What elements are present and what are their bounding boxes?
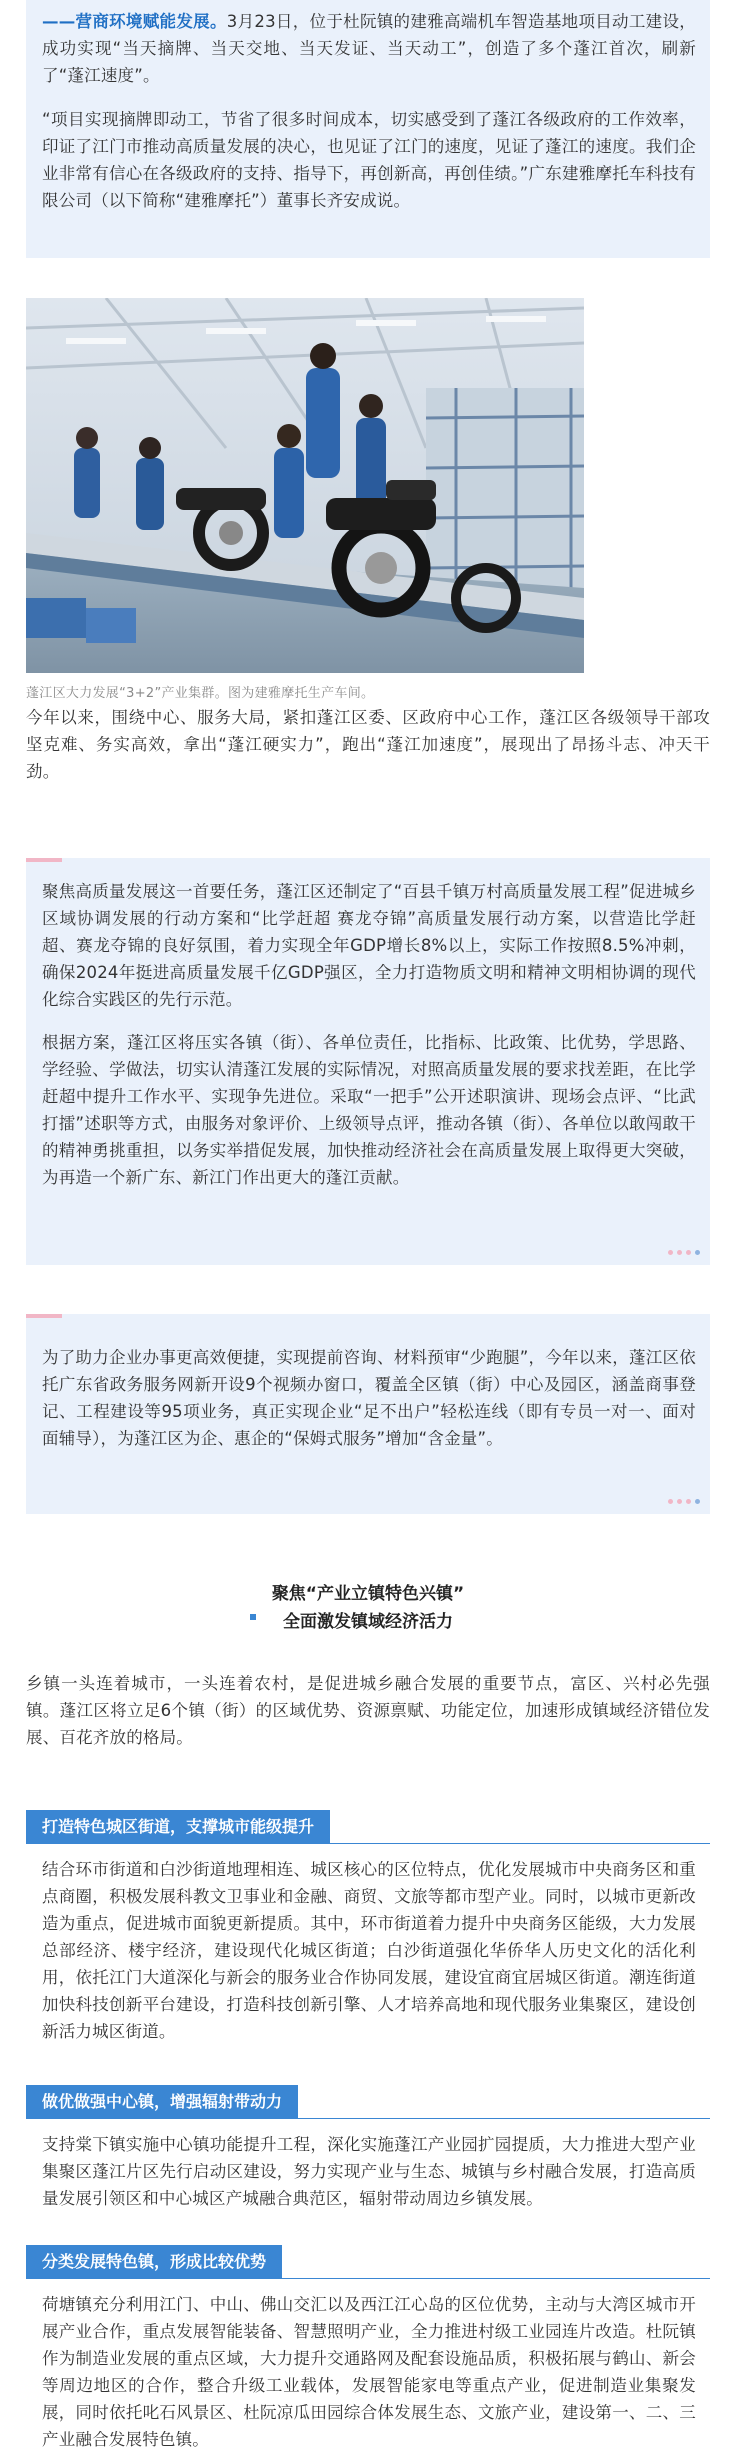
intro-box [26, 0, 710, 258]
intro-paragraph-2: “项目实现摘牌即动工，节省了很多时间成本，切实感受到了蓬江各级政府的工作效率，印证了江门市推动高质量发展的决心，也见证了江门的速度，见证了蓬江的速度。我们企业非常有信心在各级政府的支持、指导下，再创新高，再创佳绩。”广东建雅摩托车科技有限公司（以下简称“建雅摩托”）董事长齐安成说。 [42, 110, 696, 210]
section-heading-line-1: 聚焦“产业立镇特色兴镇” [271, 1584, 465, 1604]
subsection-1-body [26, 1846, 710, 2057]
pink-accent-bar [26, 1314, 62, 1318]
service-paragraph: 为了助力企业办事更高效便捷，实现提前咨询、材料预审“少跑腿”，今年以来，蓬江区依托广东省政务服务网新开设9个视频办窗口，覆盖全区镇（街）中心及园区，涵盖商事登记、工程建设等95项业务，真正实现企业“足不出户”轻松连线（即有专员一对一、面对面辅导），为蓬江区为企、惠企的“保姆式服务”增加“含金量”。 [42, 1348, 696, 1448]
subsection-3-header [26, 2245, 710, 2279]
heading-marker-square [250, 1614, 256, 1620]
lead-text: 3月23日，位于杜阮镇的建雅高端机车智造基地项目动工建设，成功实现“当天摘牌、当天交地、当天发证、当天动工”，创造了多个蓬江首次，刷新了“蓬江速度”。 [42, 12, 696, 85]
plan-paragraph-1: 聚焦高质量发展这一首要任务，蓬江区还制定了“百县千镇万村高质量发展工程”促进城乡区域协调发展的行动方案和“比学赶超 赛龙夺锦”高质量发展行动方案，以营造比学赶超、赛龙夺锦的良好氛围，着力实现全年GDP增长8%以上，实际工作按照8.5%冲刺，确保2024年挺进高质量发展千亿GDP强区，全力打造物质文明和精神文明相协调的现代化综合实践区的先行示范。 [42, 882, 696, 1009]
subsection-1-title: 打造特色城区街道，支撑城市能级提升 [26, 1810, 330, 1844]
pink-accent-bar [26, 858, 62, 862]
subsection-1-header [26, 1810, 710, 1844]
subsection-1-text: 结合环市街道和白沙街道地理相连、城区核心的区位特点，优化发展城市中央商务区和重点商圈，积极发展科教文卫事业和金融、商贸、文旅等都市型产业。同时，以城市更新改造为重点，促进城市面貌更新提质。其中，环市街道着力提升中央商务区能级，大力发展总部经济、楼宇经济，建设现代化城区街道；白沙街道强化华侨华人历史文化的活化利用，依托江门大道深化与新会的服务业合作协同发展，建设宜商宜居城区街道。潮连街道加快科技创新平台建设，打造科技创新引擎、人才培养高地和现代服务业集聚区，建设创新活力城区街道。 [42, 1860, 696, 2041]
subsection-2-body [26, 2121, 710, 2224]
paragraph-after-photo: 今年以来，围绕中心、服务大局，紧扣蓬江区委、区政府中心工作，蓬江区各级领导干部攻坚克难、务实高效，拿出“蓬江硬实力”，跑出“蓬江加速度”，展现出了昂扬斗志、冲天干劲。 [26, 708, 710, 781]
subsection-2-header [26, 2085, 710, 2119]
intro-paragraph-1 [42, 8, 696, 89]
subsection-1-rule [26, 1843, 710, 1844]
subsection-2-text: 支持棠下镇实施中心镇功能提升工程，深化实施蓬江产业园扩园提质，大力推进大型产业集聚区蓬江片区先行启动区建设，努力实现产业与生态、城镇与乡村融合发展，打造高质量发展引领区和中心城区产城融合典范区，辐射带动周边乡镇发展。 [42, 2135, 696, 2208]
subsection-2-title: 做优做强中心镇，增强辐射带动力 [26, 2085, 298, 2119]
section-intro-wrap [26, 1670, 710, 1751]
paragraph-after-photo-wrap [26, 704, 710, 785]
plan-box [26, 858, 710, 1265]
subsection-3-text: 荷塘镇充分利用江门、中山、佛山交汇以及西江江心岛的区位优势，主动与大湾区城市开展产业合作，重点发展智能装备、智慧照明产业，全力推进村级工业园连片改造。杜阮镇作为制造业发展的重点区域，大力提升交通路网及配套设施品质，积极拓展与鹤山、新会等周边地区的合作，整合升级工业载体，发展智能家电等重点产业，促进制造业集聚发展，同时依托叱石风景区、杜阮凉瓜田园综合体发展生态、文旅产业，建设第一、二、三产业融合发展特色镇。 [42, 2295, 696, 2449]
section-intro: 乡镇一头连着城市，一头连着农村，是促进城乡融合发展的重要节点，富区、兴村必先强镇。蓬江区将立足6个镇（街）的区域优势、资源禀赋、功能定位，加速形成镇域经济错位发展、百花齐放的格局。 [26, 1674, 710, 1747]
factory-photo [26, 298, 584, 673]
lead-highlight: ——营商环境赋能发展。 [42, 12, 227, 31]
subsection-2-rule [26, 2118, 710, 2119]
service-box [26, 1314, 710, 1514]
subsection-3-title: 分类发展特色镇，形成比较优势 [26, 2245, 282, 2279]
plan-paragraph-2: 根据方案，蓬江区将压实各镇（街）、各单位责任，比指标、比政策、比优势，学思路、学经验、学做法，切实认清蓬江发展的实际情况，对照高质量发展的要求找差距，在比学赶超中提升工作水平、实现争先进位。采取“一把手”公开述职演讲、现场会点评、“比武打擂”述职等方式，由服务对象评价、上级领导点评，推动各镇（街）、各单位以敢闯敢干的精神勇挑重担，以务实举措促发展，加快推动经济社会在高质量发展上取得更大突破，为再造一个新广东、新江门作出更大的蓬江贡献。 [42, 1033, 696, 1187]
photo-caption: 蓬江区大力发展“3+2”产业集群。图为建雅摩托生产车间。 [26, 686, 375, 701]
section-heading [0, 1580, 736, 1636]
decor-dots [668, 1499, 700, 1504]
subsection-3-body [26, 2281, 710, 2459]
section-heading-line-2: 全面激发镇域经济活力 [283, 1612, 453, 1632]
subsection-3-rule [26, 2278, 710, 2279]
decor-dots [668, 1250, 700, 1255]
